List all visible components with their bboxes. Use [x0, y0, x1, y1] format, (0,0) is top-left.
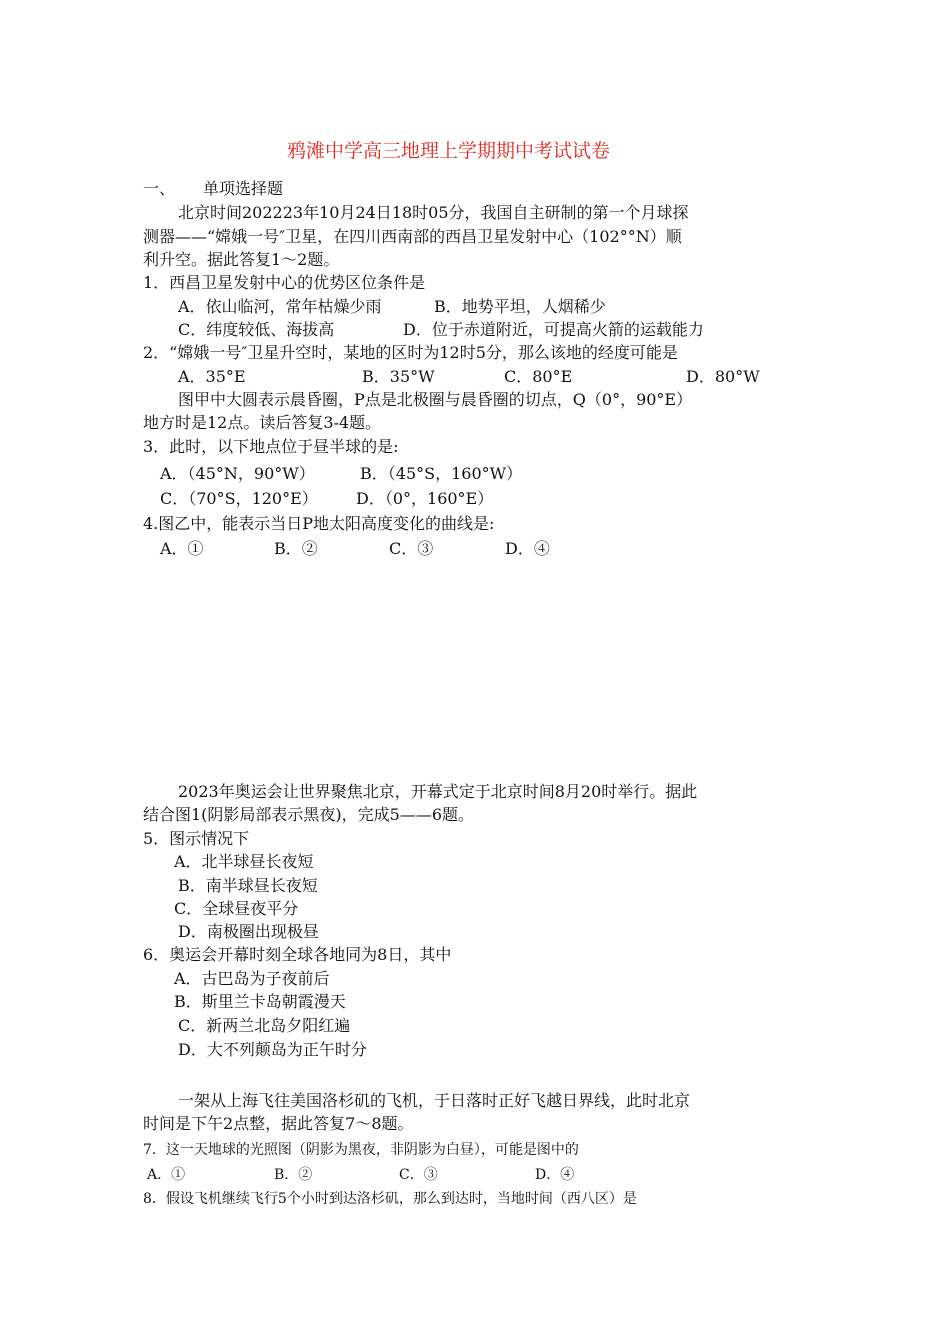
- q5-option-b: B．南半球昼长夜短: [178, 876, 318, 895]
- intro1-line1: 北京时间202223年10月24日18时05分，我国自主研制的第一个月球探: [178, 203, 689, 222]
- q1-option-a: A．依山临河，常年枯燥少雨: [178, 297, 382, 316]
- q1-stem: 1．西昌卫星发射中心的优势区位条件是: [143, 273, 426, 292]
- q3-option-d: D．（0°，160°E）: [356, 489, 494, 508]
- intro2-line2: 地方时是12点。读后答复3-4题。: [143, 413, 382, 432]
- q1-option-b: B．地势平坦，人烟稀少: [434, 297, 606, 316]
- q8-stem: 8．假设飞机继续飞行5个小时到达洛杉矶，那么到达时，当地时间（西八区）是: [143, 1191, 637, 1207]
- section-heading: 单项选择题: [203, 179, 284, 198]
- q5-option-a: A．北半球昼长夜短: [174, 852, 314, 871]
- intro1-line3: 利升空。据此答复1～2题。: [143, 250, 340, 269]
- q6-option-b: B．斯里兰卡岛朝霞漫天: [174, 992, 346, 1011]
- intro2-line1: 图甲中大圆表示晨昏圈，P点是北极圈与晨昏圈的切点，Q（0°，90°E）: [178, 390, 693, 409]
- intro3-line1: 2023年奥运会让世界聚焦北京，开幕式定于北京时间8月20时举行。据此: [178, 782, 698, 801]
- q4-option-c: C．③: [389, 539, 434, 558]
- q4-option-a: A．①: [160, 539, 204, 558]
- q1-option-c: C．纬度较低、海拔高: [178, 320, 335, 339]
- q2-option-a: A．35°E: [178, 367, 246, 386]
- q3-option-b: B．（45°S，160°W）: [360, 464, 523, 483]
- q2-option-d: D．80°W: [686, 367, 760, 386]
- q4-option-b: B．②: [274, 539, 318, 558]
- q3-option-c: C．（70°S，120°E）: [160, 489, 318, 508]
- q7-stem: 7．这一天地球的光照图（阴影为黑夜，非阴影为白昼），可能是图中的: [143, 1142, 579, 1158]
- q1-option-d: D．位于赤道附近，可提高火箭的运载能力: [403, 320, 704, 339]
- q6-stem: 6．奥运会开幕时刻全球各地同为8日，其中: [143, 945, 452, 964]
- q5-option-c: C．全球昼夜平分: [174, 899, 299, 918]
- q3-stem: 3．此时，以下地点位于昼半球的是:: [143, 437, 399, 456]
- q2-option-b: B．35°W: [362, 367, 435, 386]
- q3-option-a: A．（45°N，90°W）: [160, 464, 315, 483]
- page-title: 鸦滩中学高三地理上学期期中考试试卷: [287, 140, 611, 162]
- intro4-line1: 一架从上海飞往美国洛杉矶的飞机，于日落时正好飞越日界线，此时北京: [178, 1091, 691, 1110]
- q5-stem: 5．图示情况下: [143, 829, 250, 848]
- q7-option-c: C．③: [399, 1167, 438, 1183]
- q4-stem: 4.图乙中，能表示当日P地太阳高度变化的曲线是:: [143, 514, 495, 533]
- q7-option-b: B．②: [274, 1167, 313, 1183]
- section-number: 一、: [143, 179, 176, 198]
- q4-option-d: D．④: [505, 539, 550, 558]
- q6-option-c: C．新两兰北岛夕阳红遍: [178, 1016, 351, 1035]
- intro3-line2: 结合图1(阴影局部表示黑夜)，完成5——6题。: [143, 805, 475, 824]
- intro1-line2: 测器——“嫦娥一号″卫星，在四川西南部的西昌卫星发射中心（102°°N）顺: [143, 227, 682, 246]
- q6-option-d: D．大不列颠岛为正午时分: [178, 1040, 367, 1059]
- q2-option-c: C．80°E: [504, 367, 573, 386]
- intro4-line2: 时间是下午2点整，据此答复7～8题。: [143, 1114, 414, 1133]
- q6-option-a: A．古巴岛为子夜前后: [174, 969, 330, 988]
- q2-stem: 2．“嫦娥一号″卫星升空时，某地的区时为12时5分，那么该地的经度可能是: [143, 343, 678, 362]
- q5-option-d: D．南极圈出现极昼: [178, 922, 319, 941]
- q7-option-d: D．④: [535, 1167, 575, 1183]
- q7-option-a: A．①: [147, 1167, 186, 1183]
